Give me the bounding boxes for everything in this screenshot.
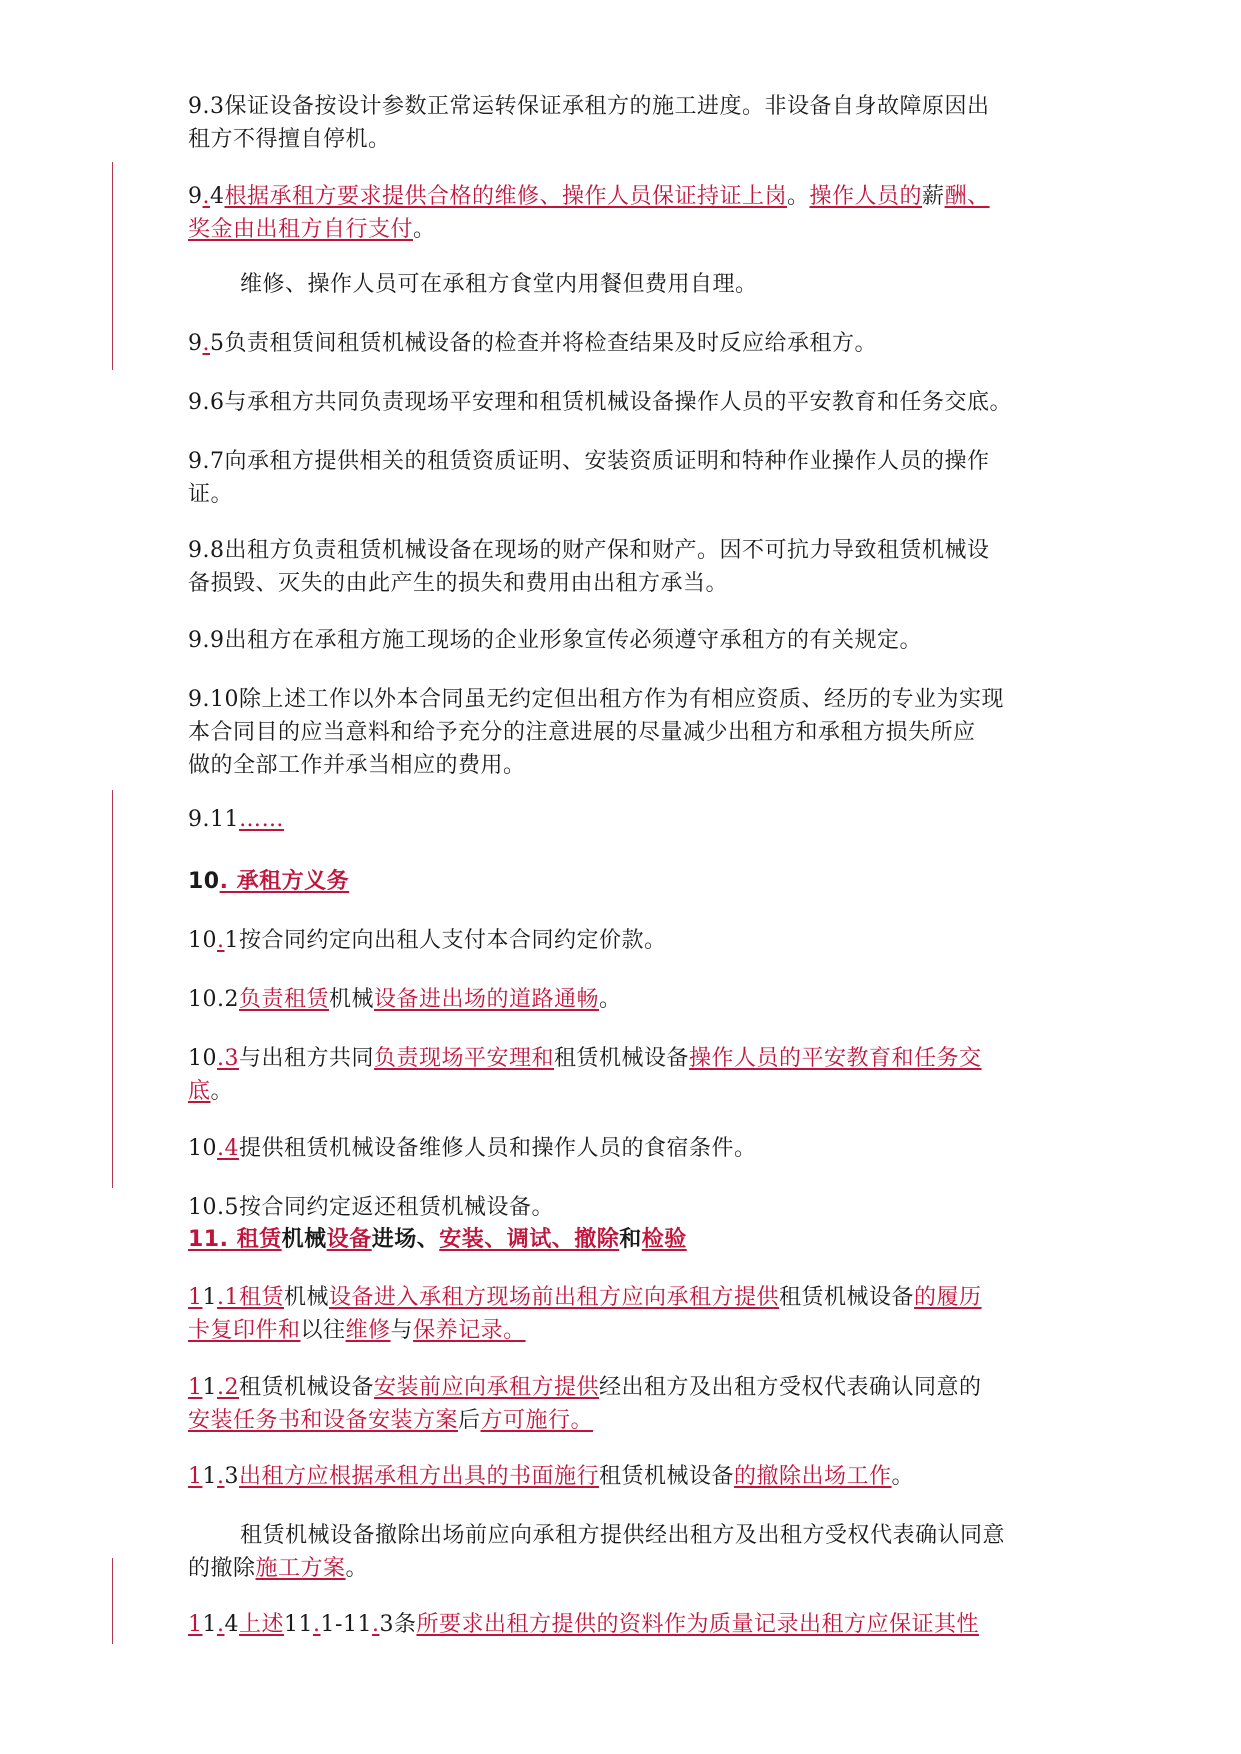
text-line <box>188 1404 1093 1437</box>
text-run: 。 <box>891 1464 915 1489</box>
text-line: 租方不得擅自停机。 <box>188 127 391 152</box>
text-line: 备损毁、灭失的由此产生的损失和费用由出租方承当。 <box>188 571 729 596</box>
clause-10-5 <box>188 1191 1093 1224</box>
text-run: 和 <box>619 1227 642 1252</box>
clause-11-4 <box>188 1608 1093 1641</box>
revised-text: 上述 <box>239 1612 285 1637</box>
section-heading-10 <box>188 865 1093 898</box>
revised-text: 操作人员的平安教育和任务交 <box>689 1046 982 1071</box>
clause-9-3 <box>188 90 1093 156</box>
text-run: 经出租方及出租方受权代表确认同意的 <box>599 1375 982 1400</box>
text-line <box>188 1552 1093 1585</box>
text-run: 后 <box>458 1408 481 1433</box>
text-line: 本合同目的应当意料和给予充分的注意进展的尽量减少出租方和承租方损失所应 <box>188 720 976 745</box>
text-run: 4 <box>224 1612 239 1637</box>
revised-text: . <box>217 1464 225 1489</box>
text-run: 9.11 <box>188 807 239 832</box>
text-run: 10.2 <box>188 987 239 1012</box>
revised-text: 检验 <box>641 1227 687 1252</box>
revised-text: 负责现场平安理和 <box>374 1046 555 1071</box>
revised-text: 操作人员的 <box>809 184 923 209</box>
revised-text: 的撤除出场工作 <box>734 1464 892 1489</box>
clause-9-6 <box>188 386 1093 419</box>
text-line: 9.10除上述工作以外本合同虽无约定但出租方作为有相应资质、经历的专业为实现 <box>188 687 1004 712</box>
text-line: 9.7向承租方提供相关的租赁资质证明、安装资质证明和特种作业操作人员的操作 <box>188 449 990 474</box>
text-run: 租赁机械设备 <box>599 1464 735 1489</box>
text-run: 。 <box>787 184 810 209</box>
text-line: 9.8出租方负责租赁机械设备在现场的财产保和财产。因不可抗力导致租赁机械设 <box>188 538 990 563</box>
text-run: 5负责租赁间租赁机械设备的检查并将检查结果及时反应给承租方。 <box>210 331 877 356</box>
text-line <box>188 1460 1093 1493</box>
revised-text: 出租方应根据承租方出具的书面施行 <box>239 1464 600 1489</box>
clause-11-3 <box>188 1460 1093 1493</box>
text-line <box>188 327 1093 360</box>
text-run: 机械 <box>329 987 375 1012</box>
revised-text: . 承租方义务 <box>219 869 350 894</box>
text-line <box>188 1371 1093 1404</box>
text-run: 1 <box>202 1375 217 1400</box>
text-run: 机械 <box>284 1285 330 1310</box>
text-run: 3 <box>224 1464 239 1489</box>
revised-text: . <box>313 1612 321 1637</box>
clause-9-8 <box>188 534 1093 600</box>
text-line <box>188 865 1093 898</box>
section-heading-11 <box>188 1223 1093 1256</box>
revised-text: 卡复印件和 <box>188 1318 301 1343</box>
text-run: 租赁机械设备 <box>554 1046 690 1071</box>
text-line <box>188 180 1093 213</box>
revised-text: .3 <box>217 1046 239 1071</box>
revised-text: .1租赁 <box>217 1285 284 1310</box>
text-line <box>188 213 1093 246</box>
clause-9-4 <box>188 180 1093 246</box>
revised-text: 1 <box>188 1285 203 1310</box>
text-line: 9.6与承租方共同负责现场平安理和租赁机械设备操作人员的平安教育和任务交底。 <box>188 390 1012 415</box>
text-line <box>188 1281 1093 1314</box>
text-run: 4 <box>210 184 225 209</box>
revised-text: 方可施行。 <box>480 1408 594 1433</box>
revised-text: 设备 <box>326 1227 372 1252</box>
text-line: 9.3保证设备按设计参数正常运转保证承租方的施工进度。非设备自身故障原因出 <box>188 94 990 119</box>
revised-text: 的履历 <box>914 1285 982 1310</box>
clause-9-9 <box>188 624 1093 657</box>
text-line: 10.5按合同约定返还租赁机械设备。 <box>188 1195 554 1220</box>
clause-9-4-note <box>188 268 1145 301</box>
revised-text: 安装、调试、撤除 <box>439 1227 620 1252</box>
revised-text: 1 <box>188 1375 203 1400</box>
text-run: 与出租方共同 <box>239 1046 375 1071</box>
revised-text: . 租赁 <box>219 1227 282 1252</box>
text-run: 1-11 <box>320 1612 372 1637</box>
revised-text: 安装任务书和设备安装方案 <box>188 1408 459 1433</box>
revised-text: 1 <box>188 1464 203 1489</box>
text-line: 租赁机械设备撤除出场前应向承租方提供经出租方及出租方受权代表确认同意 <box>240 1523 1006 1548</box>
text-line <box>188 924 1093 957</box>
clause-10-1 <box>188 924 1093 957</box>
revised-text: 设备进出场的道路通畅 <box>374 987 600 1012</box>
text-run: 租赁机械设备 <box>239 1375 375 1400</box>
revised-text: …… <box>238 807 284 832</box>
text-run: 10 <box>188 928 217 953</box>
text-run: 。 <box>210 1079 234 1104</box>
text-run: 10 <box>188 1046 217 1071</box>
text-line <box>188 1314 1093 1347</box>
text-run: 机械 <box>281 1227 327 1252</box>
change-bar <box>112 1558 113 1644</box>
text-run: 1按合同约定向出租人支付本合同约定价款。 <box>224 928 667 953</box>
text-run: 。 <box>599 987 622 1012</box>
change-bar <box>112 162 113 370</box>
text-run: 1 <box>202 1612 217 1637</box>
revised-text: 设备进入承租方现场前出租方应向承租方提供 <box>329 1285 780 1310</box>
clause-9-5 <box>188 327 1093 360</box>
text-run: 。 <box>345 1556 369 1581</box>
clause-11-3-note <box>188 1519 1093 1585</box>
text-run: 9 <box>188 331 203 356</box>
text-run: 的撤除 <box>188 1556 256 1581</box>
text-line <box>188 803 1093 836</box>
text-run: 。 <box>413 217 436 242</box>
text-run: 1 <box>202 1464 217 1489</box>
clause-9-10 <box>188 683 1093 782</box>
revised-text: . <box>371 1612 380 1637</box>
text-run: 3条 <box>379 1612 417 1637</box>
revised-text: . <box>217 928 225 953</box>
text-run: 提供租赁机械设备维修人员和操作人员的食宿条件。 <box>239 1136 757 1161</box>
clause-9-11 <box>188 803 1093 836</box>
clause-10-4 <box>188 1132 1093 1165</box>
revised-text: 安装前应向承租方提供 <box>374 1375 600 1400</box>
text-line: 9.9出租方在承租方施工现场的企业形象宣传必须遵守承租方的有关规定。 <box>188 628 922 653</box>
revised-text: 1 <box>188 1612 203 1637</box>
text-run: 进场、 <box>371 1227 440 1252</box>
clause-11-2 <box>188 1371 1093 1437</box>
revised-text: . <box>202 331 210 356</box>
text-line <box>188 1075 1093 1108</box>
clause-11-1 <box>188 1281 1093 1347</box>
revised-text: . <box>217 1612 225 1637</box>
text-line: 维修、操作人员可在承租方食堂内用餐但费用自理。 <box>240 272 758 297</box>
text-run: 租赁机械设备 <box>779 1285 915 1310</box>
revised-text: . <box>202 184 210 209</box>
revised-text: 酬、 <box>944 184 990 209</box>
revised-text: 奖金由出租方自行支付 <box>188 217 414 242</box>
text-line <box>188 1132 1093 1165</box>
text-run: 11 <box>284 1612 314 1637</box>
text-run: 9 <box>188 184 203 209</box>
text-line: 证。 <box>188 482 234 507</box>
revised-text: 所要求出租方提供的资料作为质量记录出租方应保证其性 <box>416 1612 979 1637</box>
revised-text: 底 <box>188 1079 211 1104</box>
text-line <box>188 983 1093 1016</box>
revised-text: .4 <box>217 1136 239 1161</box>
text-line <box>188 1608 1093 1641</box>
text-run: 10 <box>188 1136 217 1161</box>
text-run: 与 <box>390 1318 414 1343</box>
clause-9-7 <box>188 445 1093 511</box>
revised-text: 根据承租方要求提供合格的维修、操作人员保证持证上岗 <box>224 184 788 209</box>
revised-text: 维修 <box>345 1318 391 1343</box>
revised-text: .2 <box>217 1375 239 1400</box>
text-line <box>188 1223 1093 1256</box>
revised-text: 保养记录。 <box>413 1318 526 1343</box>
revised-text: 施工方案 <box>255 1556 346 1581</box>
text-line: 做的全部工作并承当相应的费用。 <box>188 753 526 778</box>
revised-text: 11 <box>188 1227 220 1252</box>
clause-10-2 <box>188 983 1093 1016</box>
text-line <box>188 1042 1093 1075</box>
change-bar <box>112 790 113 1188</box>
text-run: 1 <box>202 1285 217 1310</box>
clause-10-3 <box>188 1042 1093 1108</box>
text-run: 10 <box>188 869 220 894</box>
text-run: 以往 <box>300 1318 346 1343</box>
revised-text: 负责租赁 <box>238 987 329 1012</box>
text-run: 薪 <box>922 184 945 209</box>
